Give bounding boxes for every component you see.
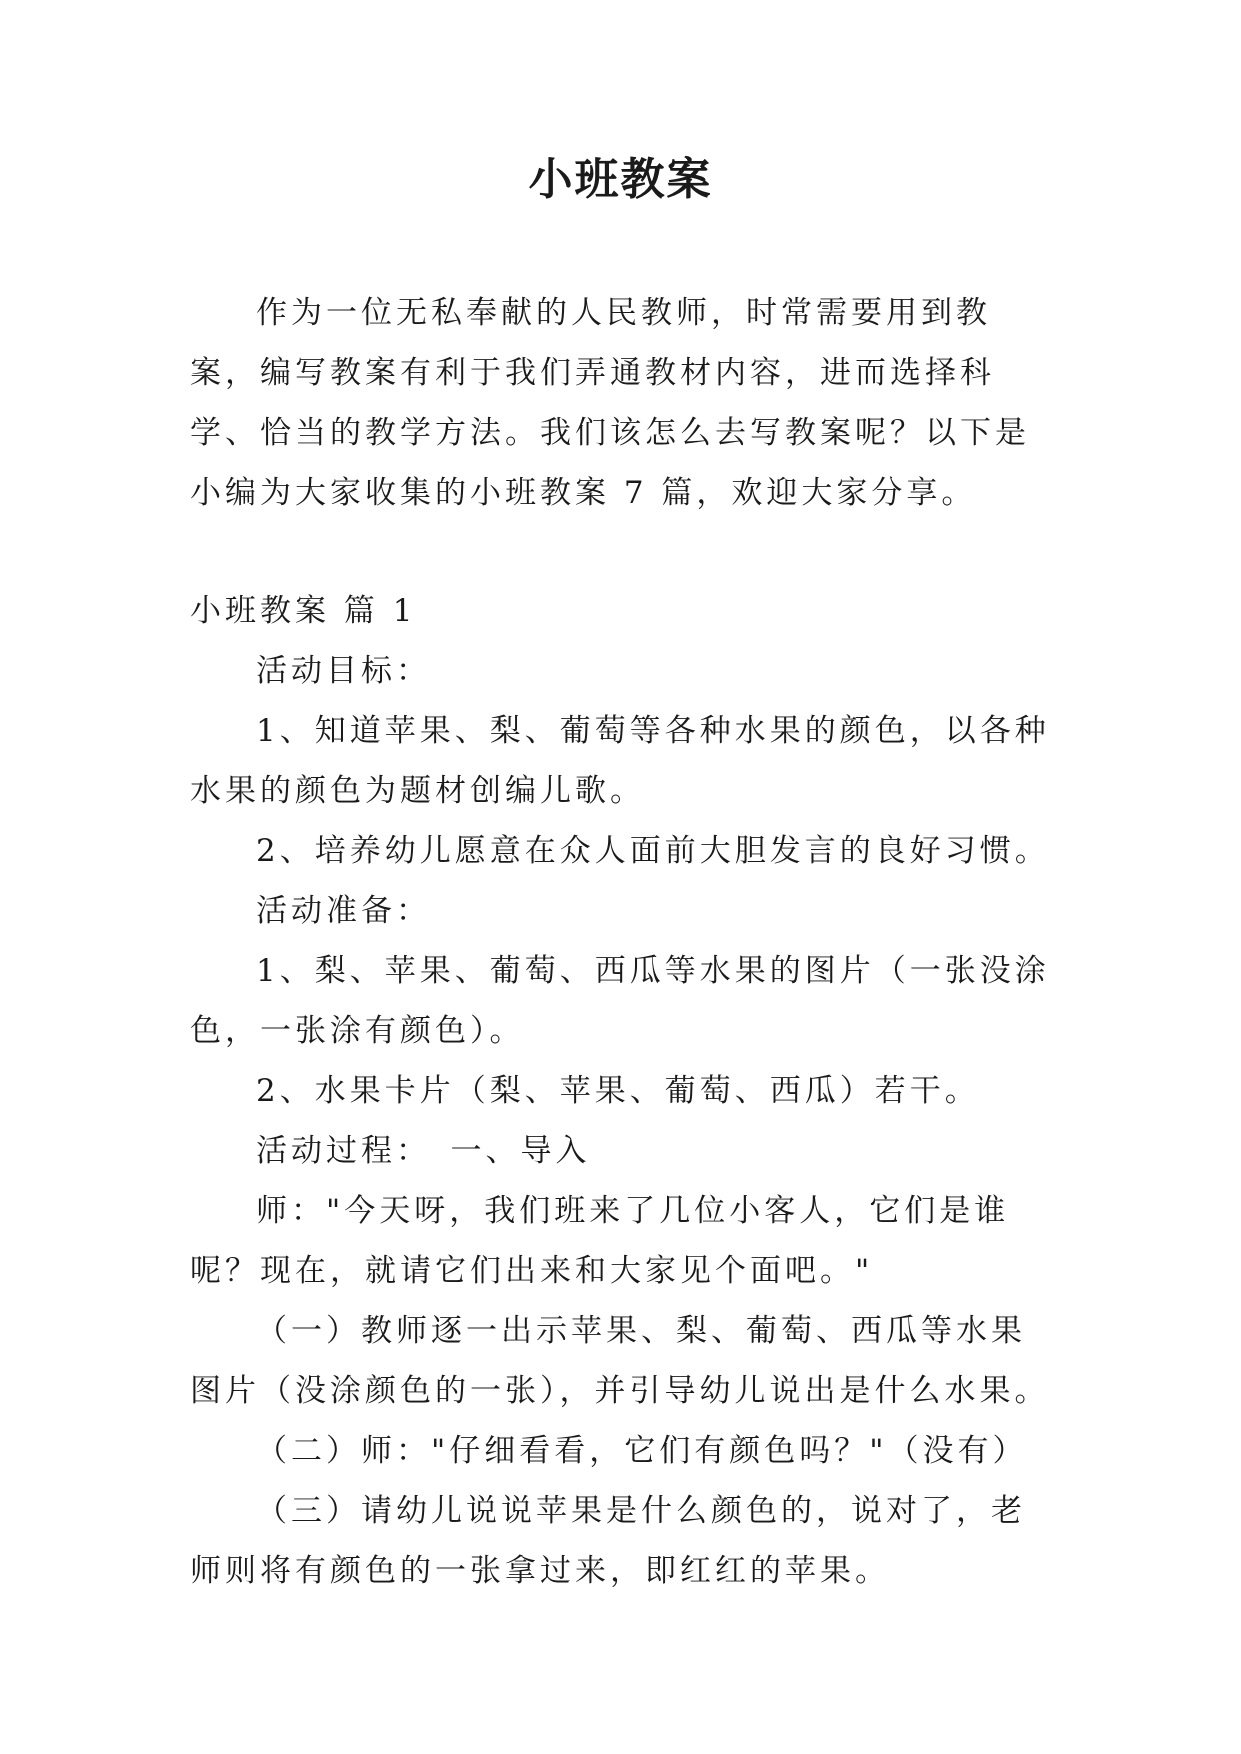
paragraph-activity-process: 活动过程： 一、导入 (256, 1133, 591, 1169)
paragraph-step-2: （二）师："仔细看看，它们有颜色吗？"（没有） (256, 1433, 1028, 1469)
paragraph-goal-2: 2、培养幼儿愿意在众人面前大胆发言的良好习惯。 (256, 833, 1050, 869)
paragraph-step-1: （一）教师逐一出示苹果、梨、葡萄、西瓜等水果图片（没涂颜色的一张），并引导幼儿说出是什么水果。 (190, 1313, 1050, 1409)
page-title: 小班教案 (528, 154, 713, 205)
paragraph-prep-1: 1、梨、苹果、葡萄、西瓜等水果的图片（一张没涂色，一张涂有颜色）。 (190, 953, 1050, 1049)
paragraph-teacher-intro: 师："今天呀，我们班来了几位小客人，它们是谁呢？现在，就请它们出来和大家见个面吧。" (190, 1193, 1010, 1289)
document-body (190, 283, 1050, 1601)
paragraph-step-3: （三）请幼儿说说苹果是什么颜色的，说对了，老师则将有颜色的一张拿过来，即红红的苹果。 (190, 1493, 1026, 1589)
paragraph-goal-1: 1、知道苹果、梨、葡萄等各种水果的颜色，以各种水果的颜色为题材创编儿歌。 (190, 713, 1050, 809)
paragraph-activity-goals: 活动目标： (256, 653, 431, 689)
spacer (190, 523, 1050, 581)
paragraph-prep-2: 2、水果卡片（梨、苹果、葡萄、西瓜）若干。 (256, 1073, 980, 1109)
section-heading: 小班教案 篇 1 (190, 593, 417, 629)
paragraph-activity-prep: 活动准备： (256, 893, 431, 929)
intro-paragraph: 作为一位无私奉献的人民教师，时常需要用到教案，编写教案有利于我们弄通教材内容，进而选择科学、恰当的教学方法。我们该怎么去写教案呢？以下是小编为大家收集的小班教案 7 篇，欢迎大家分享。 (190, 295, 1030, 511)
